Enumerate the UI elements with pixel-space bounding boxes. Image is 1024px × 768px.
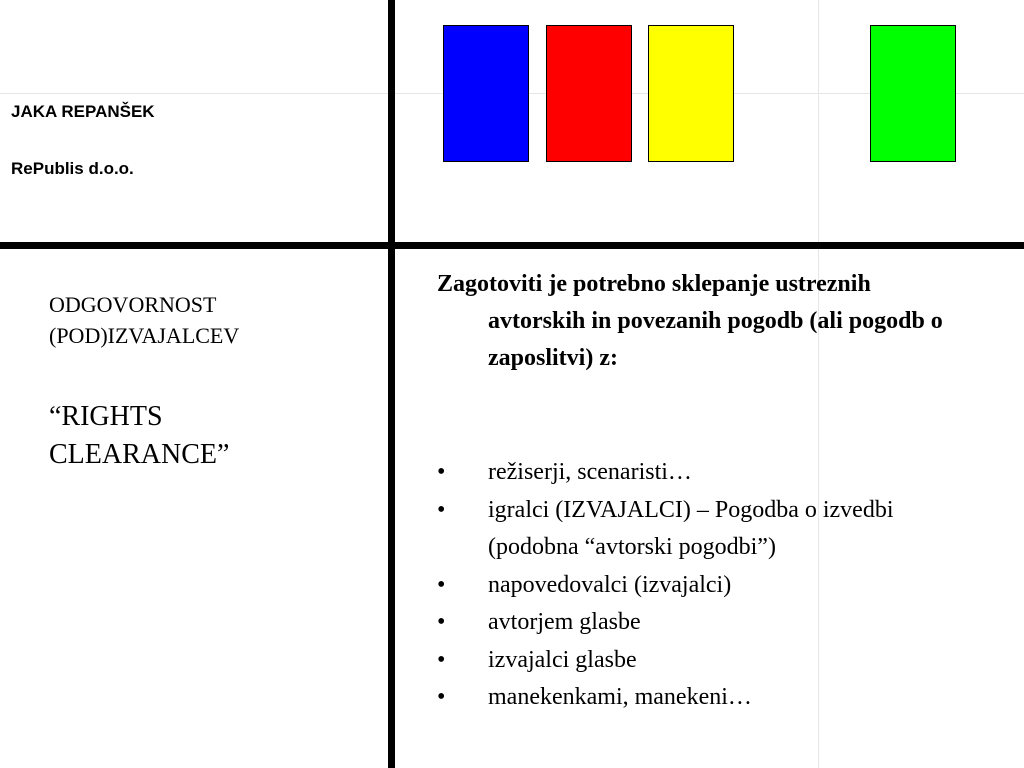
list-item	[437, 604, 957, 642]
subheading-line-1: “RIGHTS	[49, 401, 163, 432]
subheading-line-2: CLEARANCE”	[49, 439, 230, 470]
list-item	[437, 679, 957, 717]
bullet-icon: •	[437, 609, 446, 635]
yellow-swatch	[648, 25, 734, 162]
slide-subheading	[49, 398, 369, 474]
list-item-text: režiserji, scenaristi…	[488, 459, 692, 485]
list-item	[437, 567, 957, 605]
list-item-text: izvajalci glasbe	[488, 646, 637, 673]
bullet-icon: •	[437, 571, 446, 598]
heading-line-1: ODGOVORNOST	[49, 292, 217, 317]
bullet-icon: •	[437, 684, 446, 710]
blue-swatch	[443, 25, 529, 162]
list-item	[437, 642, 957, 680]
red-swatch	[546, 25, 632, 162]
list-item-text: napovedovalci (izvajalci)	[488, 571, 732, 598]
divider-vertical	[388, 0, 395, 768]
list-item-text: manekenkami, manekeni…	[488, 684, 752, 710]
bullet-list	[437, 454, 957, 717]
bullet-icon: •	[437, 459, 446, 485]
bullet-icon: •	[437, 646, 446, 673]
divider-horizontal	[0, 242, 1024, 249]
list-item-text: igralci (IZVAJALCI) – Pogodba o izvedbi (podobna “avtorski pogodbi”)	[488, 496, 894, 560]
author-name: JAKA REPANŠEK	[11, 102, 155, 121]
list-item	[437, 454, 957, 492]
slide-heading	[49, 289, 369, 351]
list-item	[437, 492, 957, 567]
company-name: RePublis d.o.o.	[11, 159, 134, 178]
intro-paragraph: Zagotoviti je potrebno sklepanje ustreznih avtorskih in povezanih pogodb (ali pogodb o zaposlitvi) z:	[437, 271, 943, 371]
bullet-icon: •	[437, 496, 446, 523]
heading-line-2: (POD)IZVAJALCEV	[49, 323, 240, 348]
list-item-text: avtorjem glasbe	[488, 609, 641, 635]
green-swatch	[870, 25, 956, 162]
